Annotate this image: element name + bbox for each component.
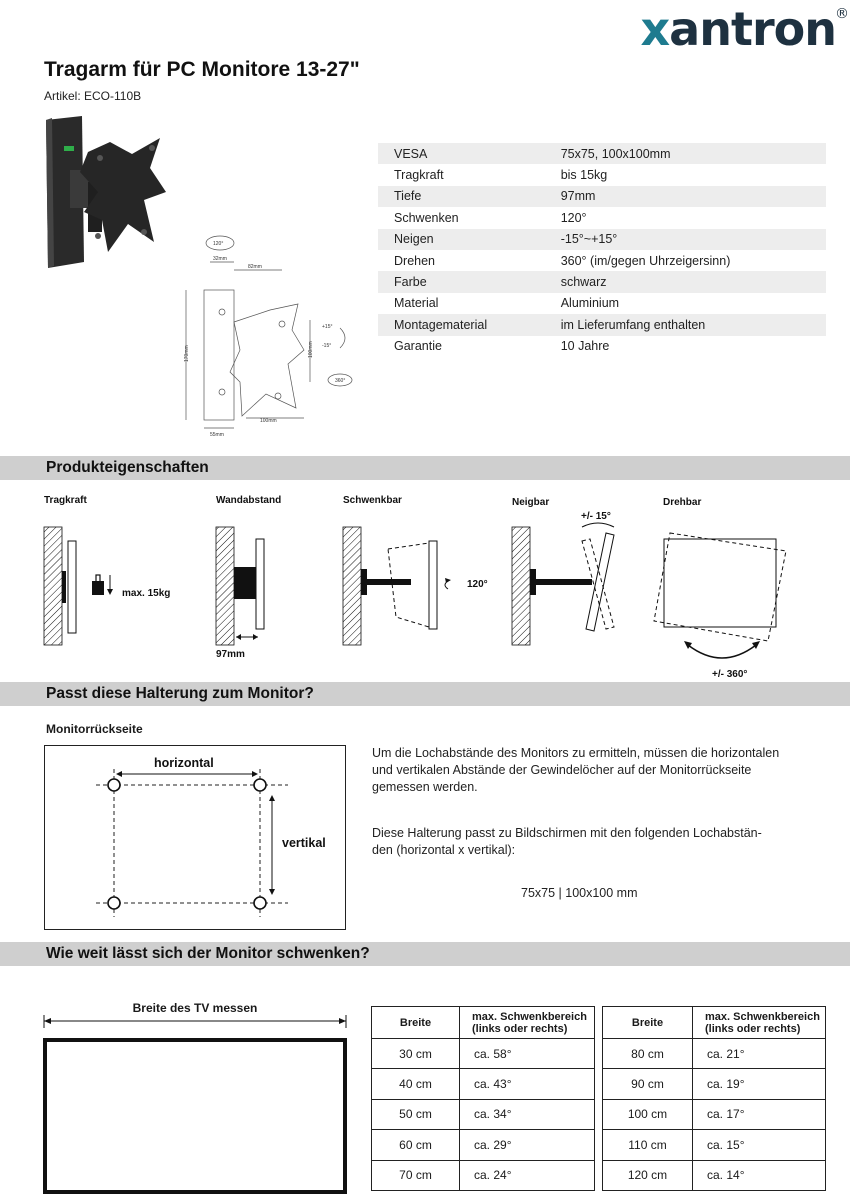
feature-drehbar-label: Drehbar <box>663 497 702 508</box>
product-photo <box>40 112 175 272</box>
swing-range: ca. 29° <box>460 1130 595 1160</box>
dim-swivel: 120° <box>213 241 224 247</box>
feature-neigbar-label: Neigbar <box>512 497 550 508</box>
dim-tilt-plus: +15° <box>322 324 333 330</box>
spec-label: Schwenken <box>394 210 459 225</box>
fit-paragraph-2-line-1: Diese Halterung passt zu Bildschirmen mit den folgenden Lochabstän- <box>372 826 762 840</box>
swing-left-header-width: Breite <box>372 1007 460 1039</box>
table-row <box>372 1160 595 1190</box>
spec-row <box>378 250 826 271</box>
dim-vesa-w: 100mm <box>260 418 277 424</box>
feature-wandabstand-value: 97mm <box>216 649 245 660</box>
spec-row <box>378 314 826 335</box>
swing-width: 40 cm <box>372 1069 460 1099</box>
swing-width: 100 cm <box>603 1099 693 1129</box>
tv-width-diagram <box>40 1014 350 1194</box>
fit-paragraph-2-line-2: den (horizontal x vertikal): <box>372 843 516 857</box>
swing-right-header-range-1: max. Schwenkbereich <box>705 1010 820 1023</box>
dim-w1: 32mm <box>213 256 227 262</box>
spec-label: Garantie <box>394 339 442 354</box>
swing-width: 30 cm <box>372 1039 460 1069</box>
spec-value: 97mm <box>543 186 826 207</box>
spec-value: 10 Jahre <box>560 339 610 354</box>
spec-value: 360° (im/gegen Uhrzeigersinn) <box>560 253 731 268</box>
article-number: Artikel: ECO-110B <box>44 89 142 103</box>
spec-row <box>378 229 826 250</box>
feature-schwenkbar-value: 120° <box>467 579 488 590</box>
dim-vesa-h: 100mm <box>308 341 314 358</box>
swing-range: ca. 14° <box>693 1160 826 1190</box>
spec-label: Drehen <box>394 253 435 268</box>
feature-drehbar-value: +/- 360° <box>712 669 748 680</box>
spec-row <box>378 293 826 314</box>
swing-width: 90 cm <box>603 1069 693 1099</box>
dim-depth: 55mm <box>210 432 224 438</box>
table-row <box>372 1069 595 1099</box>
logo-accent: x <box>640 2 670 56</box>
swing-table-right <box>602 1006 826 1191</box>
spec-row <box>378 336 826 357</box>
spec-label: VESA <box>378 143 543 164</box>
spec-table <box>378 143 826 357</box>
feature-tragkraft-label: Tragkraft <box>44 495 87 506</box>
swing-width: 50 cm <box>372 1099 460 1129</box>
fit-paragraph-1-line-1: Um die Lochabstände des Monitors zu ermitteln, müssen die horizontalen <box>372 746 780 760</box>
swing-range: ca. 24° <box>460 1160 595 1190</box>
section-fit: Passt diese Halterung zum Monitor? <box>0 682 850 706</box>
dim-height: 170mm <box>184 345 190 362</box>
brand-logo <box>640 2 848 56</box>
swing-right-header-width: Breite <box>603 1007 693 1039</box>
registered-mark: ® <box>835 6 848 22</box>
swing-left-header-range-1: max. Schwenkbereich <box>472 1010 587 1023</box>
spec-row <box>378 186 826 207</box>
swing-right-header-range <box>693 1007 826 1039</box>
swing-range: ca. 15° <box>693 1130 826 1160</box>
swing-range: ca. 34° <box>460 1099 595 1129</box>
table-row <box>603 1069 826 1099</box>
table-row <box>603 1160 826 1190</box>
section-features: Produkteigenschaften <box>0 456 850 480</box>
spec-label: Tiefe <box>378 186 543 207</box>
fit-paragraph-1-line-2: und vertikalen Abstände der Gewindelöcher auf der Monitorrückseite <box>372 763 752 777</box>
swing-table-left <box>371 1006 595 1191</box>
fit-paragraph-1-line-3: gemessen werden. <box>372 780 478 794</box>
spec-value: -15°~+15° <box>543 229 826 250</box>
compatible-sizes: 75x75 | 100x100 mm <box>521 886 638 900</box>
dim-rotate: 360° <box>335 378 346 384</box>
vesa-vertikal-label: vertikal <box>282 836 326 850</box>
feature-schwenkbar-label: Schwenkbar <box>343 495 402 506</box>
technical-drawing <box>170 232 370 442</box>
spec-label: Neigen <box>378 229 543 250</box>
feature-tragkraft-value: max. 15kg <box>122 588 171 599</box>
swing-width: 120 cm <box>603 1160 693 1190</box>
spec-label: Tragkraft <box>394 168 444 183</box>
table-row <box>372 1130 595 1160</box>
swing-range: ca. 19° <box>693 1069 826 1099</box>
spec-value: bis 15kg <box>560 168 608 183</box>
product-title: Tragarm für PC Monitore 13-27" <box>44 58 360 81</box>
table-row <box>372 1099 595 1129</box>
section-swing: Wie weit lässt sich der Monitor schwenken? <box>0 942 850 966</box>
feature-wandabstand-label: Wandabstand <box>216 495 282 506</box>
table-row <box>603 1039 826 1069</box>
swing-left-header-range-2: (links oder rechts) <box>472 1022 568 1035</box>
fit-paragraph-2 <box>372 825 762 859</box>
spec-row <box>378 143 826 164</box>
feature-neigbar-value: +/- 15° <box>581 511 611 522</box>
swing-range: ca. 21° <box>693 1039 826 1069</box>
swing-range: ca. 43° <box>460 1069 595 1099</box>
dim-w2: 82mm <box>248 264 262 270</box>
table-row <box>372 1039 595 1069</box>
logo-text: antron <box>669 2 836 56</box>
fit-paragraph-1 <box>372 745 779 796</box>
spec-label: Material <box>394 296 439 311</box>
spec-value: im Lieferumfang enthalten <box>543 314 826 335</box>
spec-label: Farbe <box>378 271 543 292</box>
swing-width: 80 cm <box>603 1039 693 1069</box>
table-row <box>603 1099 826 1129</box>
swing-range: ca. 17° <box>693 1099 826 1129</box>
spec-value: 75x75, 100x100mm <box>543 143 826 164</box>
swing-width: 110 cm <box>603 1130 693 1160</box>
swing-width: 70 cm <box>372 1160 460 1190</box>
spec-value: Aluminium <box>560 296 620 311</box>
vesa-diagram <box>44 745 346 931</box>
spec-row <box>378 164 826 185</box>
table-row <box>603 1130 826 1160</box>
swing-right-header-range-2: (links oder rechts) <box>705 1022 801 1035</box>
vesa-horizontal-label: horizontal <box>154 756 214 770</box>
dim-tilt-minus: -15° <box>322 343 332 349</box>
swing-width: 60 cm <box>372 1130 460 1160</box>
spec-row <box>378 271 826 292</box>
swing-range: ca. 58° <box>460 1039 595 1069</box>
swing-left-header-range <box>460 1007 595 1039</box>
tv-width-label: Breite des TV messen <box>132 1001 258 1015</box>
spec-label: Montagematerial <box>378 314 543 335</box>
spec-value: 120° <box>560 210 587 225</box>
spec-row <box>378 207 826 228</box>
spec-value: schwarz <box>543 271 826 292</box>
monitor-back-heading: Monitorrückseite <box>46 722 143 736</box>
